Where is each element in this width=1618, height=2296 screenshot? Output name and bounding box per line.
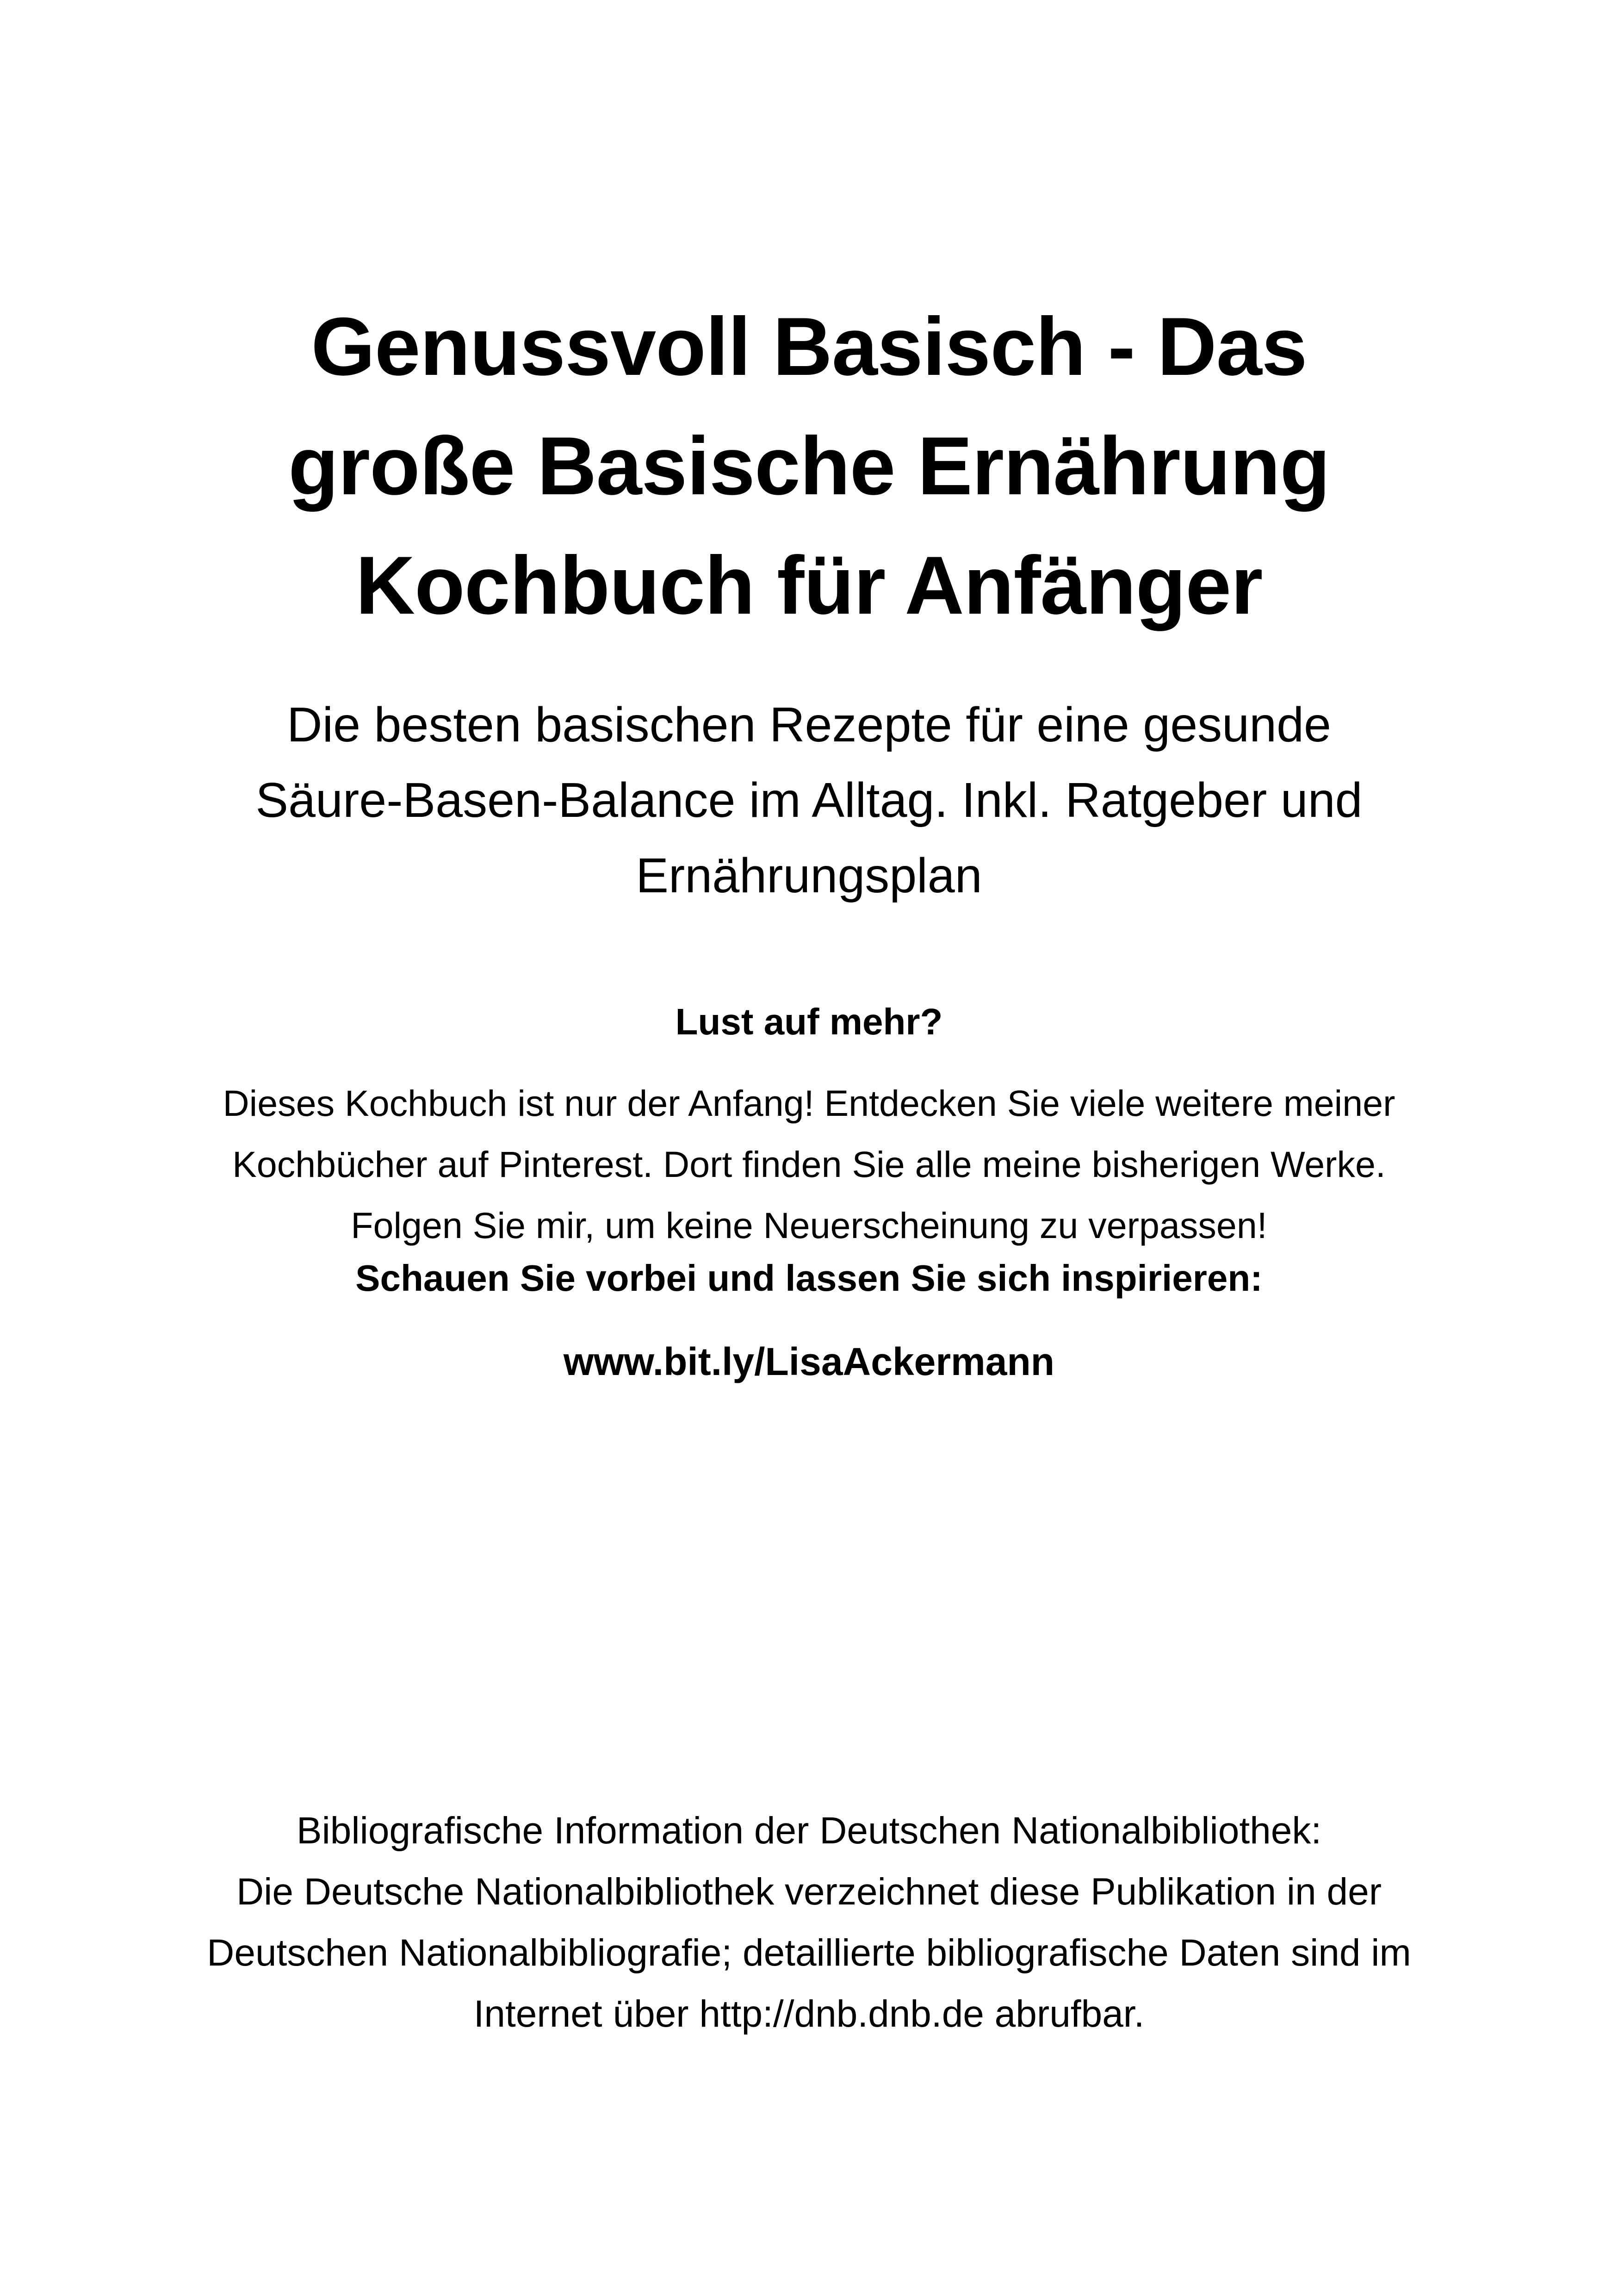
- bibliographic-notice: [0, 1800, 1618, 2045]
- bibliographic-notice-line: Die Deutsche Nationalbibliothek verzeichnet diese Publikation in der: [236, 1871, 1382, 1913]
- book-subtitle-line: Säure-Basen-Balance im Alltag. Inkl. Ratgeber und: [255, 773, 1363, 828]
- book-title-line: Genussvoll Basisch - Das: [311, 300, 1307, 392]
- promo-text: [0, 1073, 1618, 1256]
- book-subtitle-line: Ernährungsplan: [636, 848, 982, 903]
- book-title-line: Kochbuch für Anfänger: [355, 539, 1263, 631]
- bibliographic-notice-line: Bibliografische Information der Deutschen Nationalbibliothek:: [296, 1810, 1322, 1852]
- bibliographic-notice-line: Deutschen Nationalbibliografie; detaillierte bibliografische Daten sind im: [207, 1932, 1411, 1974]
- promo-text-line: Dieses Kochbuch ist nur der Anfang! Entdecken Sie viele weitere meiner: [223, 1083, 1395, 1124]
- promo-text-line: Kochbücher auf Pinterest. Dort finden Sie alle meine bisherigen Werke.: [232, 1144, 1386, 1185]
- bibliographic-notice-line: Internet über http://dnb.dnb.de abrufbar.: [473, 1993, 1145, 2035]
- promo-url-link[interactable]: www.bit.ly/LisaAckermann: [563, 1340, 1055, 1383]
- promo-call-to-action: Schauen Sie vorbei und lassen Sie sich inspirieren:: [355, 1257, 1263, 1299]
- promo-text-line: Folgen Sie mir, um keine Neuerscheinung zu verpassen!: [351, 1205, 1267, 1246]
- promo-heading: Lust auf mehr?: [675, 1001, 943, 1042]
- book-title-line: große Basische Ernährung: [288, 420, 1330, 512]
- book-subtitle: [0, 687, 1618, 914]
- book-subtitle-line: Die besten basischen Rezepte für eine gesunde: [287, 697, 1331, 752]
- book-title: [0, 287, 1618, 645]
